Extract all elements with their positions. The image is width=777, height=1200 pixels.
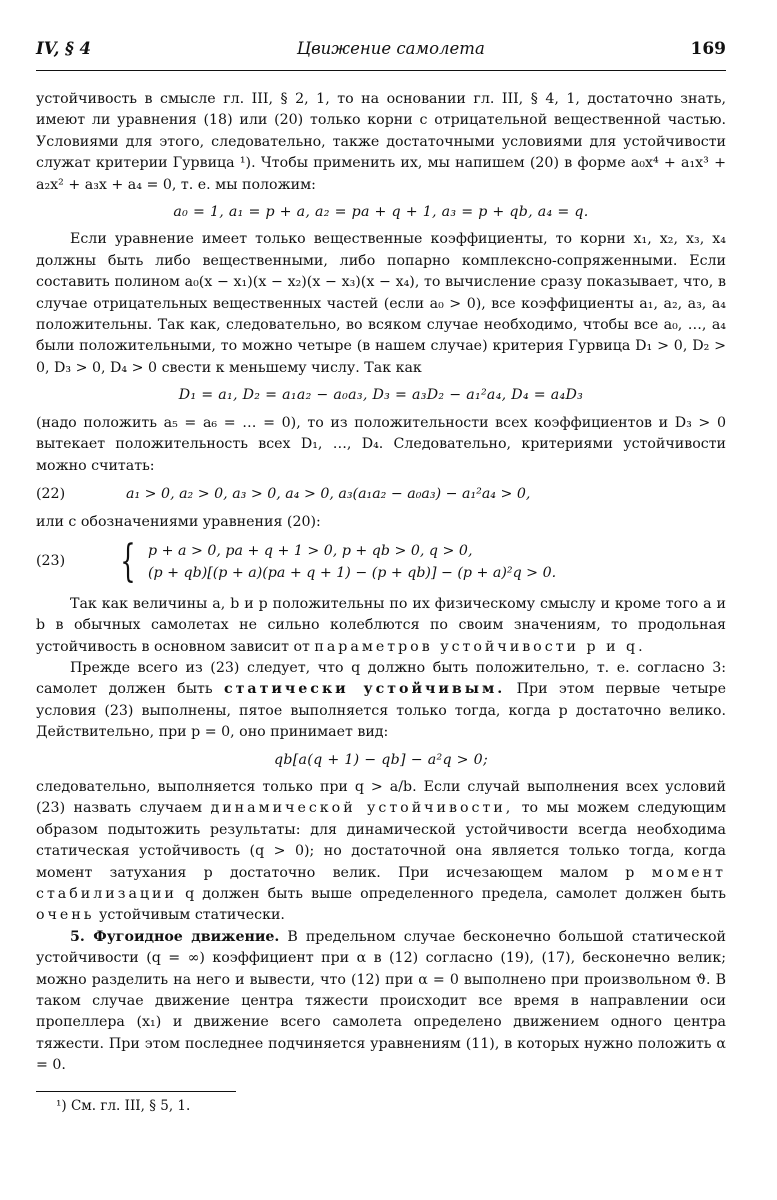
equation-23-line-1: p + a > 0, pa + q + 1 > 0, p + qb > 0, q > 0,: [148, 542, 473, 559]
equation-23-label: (23): [36, 553, 66, 570]
paragraph-6-spaced: статически устойчивым.: [223, 681, 506, 698]
page-body: [36, 89, 726, 1117]
paragraph-8-text: В предельном случае бесконечно большой статической устойчивости (q = ∞) коэффициент при α в (12) согласно (19), (17), бесконечно велик; можно разделить на него и вывести, что (12) при α = 0 выполнено при произвольном ϑ. В таком случае движение центра тяжести происходит все время в направлении оси пропеллера (x₁) и движение всего самолета определено движением одного центра тяжести. При этом последнее подчиняется уравнениям (11), в которых нужно положить α = 0.: [36, 928, 726, 1074]
paragraph-7-spaced-d: момент стабилизации: [36, 864, 727, 902]
footnote-rule: [36, 1091, 236, 1092]
paragraph-3: (надо положить a₅ = a₆ = … = 0), то из положительности всех коэффициентов и D₃ > 0 вытекает положительность всех D₁, …, D₄. Следовательно, критериями устойчивости можно считать:: [36, 414, 726, 474]
brace-symbol: {: [120, 535, 136, 587]
equation-22-label: (22): [36, 485, 66, 502]
formula-p-zero: qb[a(q + 1) − qb] − a²q > 0;: [273, 751, 489, 768]
paragraph-2: Если уравнение имеет только вещественные коэффициенты, то корни x₁, x₂, x₃, x₄ должны быть либо вещественными, либо попарно комплексно-сопряженными. Если составить полином a₀(x − x₁)(x − x₂)(x − x₃)(x − x₄), то вычисление сразу показывает, что, в случае отрицательных вещественных частей (если a₀ > 0), все коэффициенты a₁, a₂, a₃, a₄ положительны. Так как, следовательно, во всяком случае необходимо, чтобы все a₀, …, a₄ были положительными, то можно четыре (в нашем случае) критерия Гурвица D₁ > 0, D₂ > 0, D₃ > 0, D₄ > 0 свести к меньшему числу. Так как: [36, 231, 726, 376]
paragraph-5-spaced: параметров устойчивости p и q.: [314, 638, 646, 655]
paragraph-6: [36, 658, 726, 744]
paragraph-6-text-c: При этом первые четыре условия (23) выполнены, пятое выполняется только тогда, когда p достаточно велико. Действительно, при p = 0, оно принимает вид:: [36, 681, 727, 741]
paragraph-1: устойчивость в смысле гл. III, § 2, 1, то на основании гл. III, § 4, 1, достаточно знать, имеют ли уравнения (18) или (20) только корни с отрицательной вещественной частью. Условиями для этого, следовательно, также достаточными условиями для устойчивости служат критерии Гурвица ¹). Чтобы применить их, мы напишем (20) в форме a₀x⁴ + a₁x³ + a₂x² + a₃x + a₄ = 0, т. е. мы положим:: [36, 91, 726, 193]
paragraph-4: или с обозначениями уравнения (20):: [36, 514, 321, 531]
paragraph-5: [36, 594, 726, 658]
paragraph-7-text-e: q должен быть выше определенного предела, самолет должен быть: [185, 886, 726, 902]
running-title: Цвижение самолета: [296, 39, 485, 58]
book-page: [36, 38, 726, 1117]
paragraph-7-text-a: следовательно, выполняется только при q > a/b. Если случай выполнения всех условий (23) назвать случаем: [36, 778, 726, 817]
paragraph-6-text-a: Прежде всего из (23) следует, что q должно быть положительно, т. е. согласно 3: самолет должен быть: [36, 659, 726, 698]
page-number: 169: [690, 39, 726, 59]
equation-23-line-2: (p + qb)[(p + a)(pa + q + 1) − (p + qb)] − (p + a)²q > 0.: [148, 564, 557, 581]
equation-22: [36, 484, 726, 505]
running-header: [36, 38, 726, 71]
formula-coefficients: a₀ = 1, a₁ = p + a, a₂ = pa + q + 1, a₃ = p + qb, a₄ = q.: [173, 204, 589, 221]
footnote: ¹) См. гл. III, § 5, 1.: [56, 1097, 191, 1114]
section-ref: IV, § 4: [36, 39, 91, 58]
paragraph-5-text: Так как величины a, b и p положительны по их физическому смыслу и кроме того a и b в обычных самолетах не сильно колеблются по своим значениям, то продольная устойчивость в основном зависит от: [36, 595, 726, 655]
paragraph-7-text-g: устойчивым статически.: [99, 907, 285, 924]
paragraph-8: [36, 927, 726, 1077]
section-5-heading: 5. Фугоидное движение.: [70, 928, 280, 945]
paragraph-7-text-c: то мы можем следующим образом подытожить результаты: для динамической устойчивости всегда необходима статическая устойчивость (q > 0); но достаточной она является только тогда, когда момент затухания p достаточно велик. При исчезающем малом p: [36, 800, 727, 881]
paragraph-7: [36, 777, 726, 927]
equation-23: [36, 535, 726, 587]
formula-hurwitz-determinants: D₁ = a₁, D₂ = a₁a₂ − a₀a₃, D₃ = a₃D₂ − a₁²a₄, D₄ = a₄D₃: [178, 387, 584, 404]
equation-22-body: a₁ > 0, a₂ > 0, a₃ > 0, a₄ > 0, a₃(a₁a₂ − a₀a₃) − a₁²a₄ > 0,: [126, 485, 531, 502]
paragraph-7-spaced-b: динамической устойчивости,: [210, 800, 514, 817]
paragraph-7-spaced-f: очень: [36, 907, 95, 924]
